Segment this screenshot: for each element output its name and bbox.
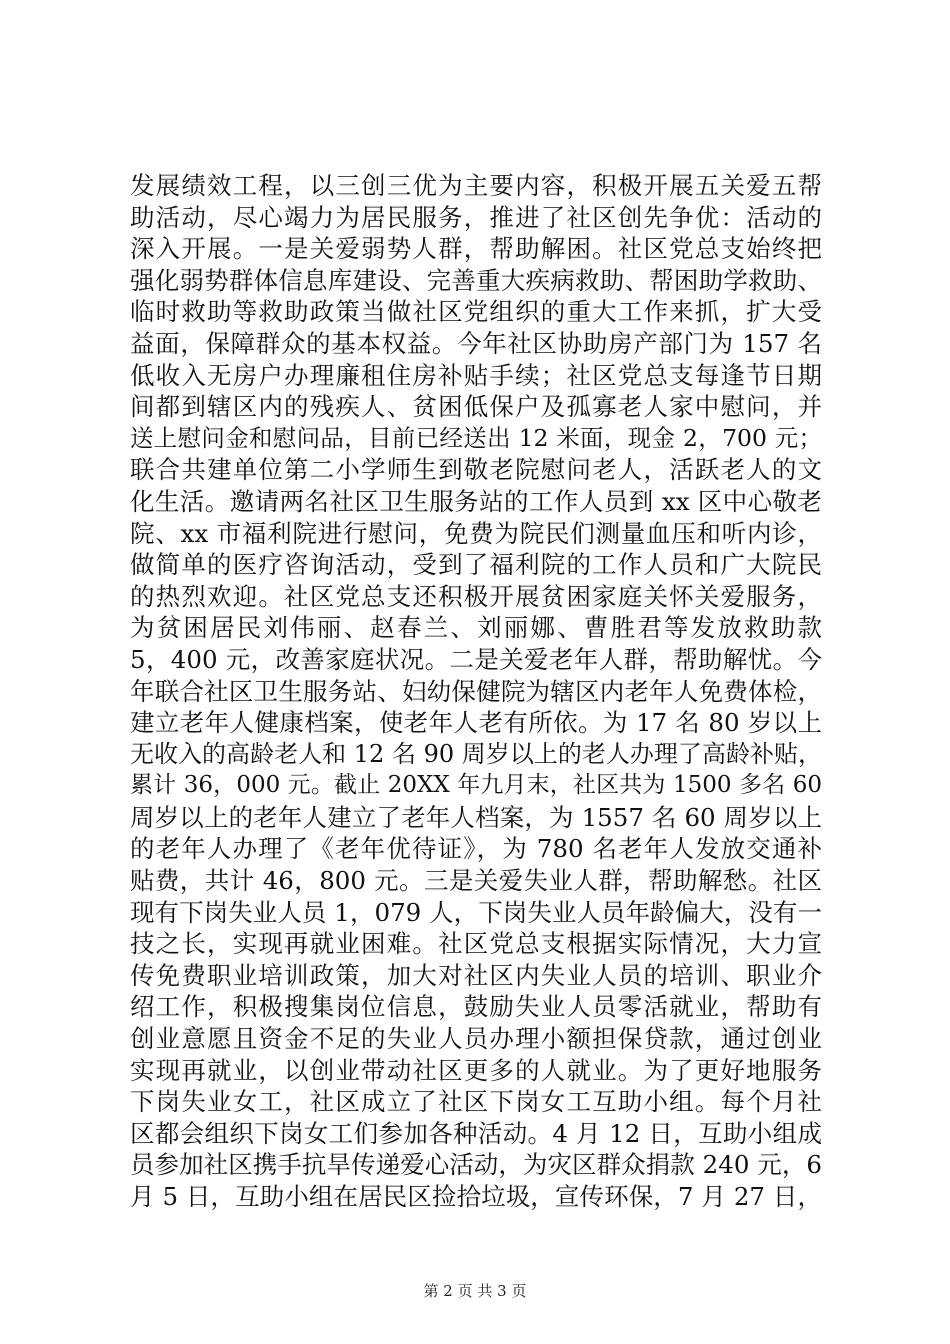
- text-line: 的热烈欢迎。社区党总支还积极开展贫困家庭关怀关爱服务，: [130, 581, 822, 611]
- text-line: 月 5 日，互助小组在居民区捡拾垃圾，宣传环保，7 月 27 日，: [130, 1182, 822, 1211]
- text-line: 发展绩效工程，以三创三优为主要内容，积极开展五关爱五帮: [130, 171, 822, 200]
- text-line: 传免费职业培训政策，加大对社区内失业人员的培训、职业介: [130, 960, 822, 990]
- text-line: 院、xx 市福利院进行慰问，免费为院民们测量血压和听内诊，: [130, 518, 822, 548]
- text-line: 区都会组织下岗女工们参加各种活动。4 月 12 日，互助小组成: [130, 1118, 822, 1148]
- page-footer: 第 2 页 共 3 页: [423, 1282, 527, 1300]
- text-line: 绍工作，积极搜集岗位信息，鼓励失业人员零活就业，帮助有: [130, 992, 822, 1022]
- text-line: 益面，保障群众的基本权益。今年社区协助房产部门为 157 名: [130, 328, 822, 358]
- text-line: 累计 36，000 元。截止 20XX 年九月末，社区共为 1500 多名 60: [130, 772, 822, 799]
- text-line: 联合共建单位第二小学师生到敬老院慰问老人，活跃老人的文: [130, 455, 822, 485]
- text-line: 为贫困居民刘伟丽、赵春兰、刘丽娜、曹胜君等发放救助款: [130, 613, 822, 643]
- text-line: 年联合社区卫生服务站、妇幼保健院为辖区内老年人免费体检，: [130, 676, 822, 706]
- body-paragraph: [130, 170, 822, 1213]
- text-line: 现有下岗失业人员 1，079 人，下岗失业人员年龄偏大，没有一: [130, 897, 822, 927]
- text-line: 化生活。邀请两名社区卫生服务站的工作人员到 xx 区中心敬老: [130, 486, 822, 516]
- text-line: 低收入无房户办理廉租住房补贴手续；社区党总支每逢节日期: [130, 360, 822, 390]
- text-line: 助活动，尽心竭力为居民服务，推进了社区创先争优：活动的: [130, 202, 822, 232]
- text-line: 建立老年人健康档案，使老年人老有所依。为 17 名 80 岁以上: [130, 708, 822, 738]
- text-line: 的老年人办理了《老年优待证》，为 780 名老年人发放交通补: [130, 834, 822, 864]
- text-line: 实现再就业，以创业带动社区更多的人就业。为了更好地服务: [130, 1055, 822, 1085]
- text-line: 间都到辖区内的残疾人、贫困低保户及孤寡老人家中慰问，并: [130, 392, 822, 422]
- text-line: 下岗失业女工，社区成立了社区下岗女工互助小组。每个月社: [130, 1087, 822, 1117]
- text-line: 送上慰问金和慰问品，目前已经送出 12 米面，现金 2，700 元；: [130, 423, 822, 452]
- text-line: 5，400 元，改善家庭状况。二是关爱老年人群，帮助解忧。今: [130, 644, 822, 674]
- text-line: 强化弱势群体信息库建设、完善重大疾病救助、帮困助学救助、: [130, 265, 822, 295]
- text-line: 周岁以上的老年人建立了老年人档案，为 1557 名 60 周岁以上: [130, 802, 822, 832]
- text-line: 创业意愿且资金不足的失业人员办理小额担保贷款，通过创业: [130, 1024, 822, 1054]
- text-line: 无收入的高龄老人和 12 名 90 周岁以上的老人办理了高龄补贴，: [130, 739, 822, 768]
- text-line: 做简单的医疗咨询活动，受到了福利院的工作人员和广大院民: [130, 550, 822, 580]
- text-line: 技之长，实现再就业困难。社区党总支根据实际情况，大力宣: [130, 929, 822, 959]
- text-line: 临时救助等救助政策当做社区党组织的重大工作来抓，扩大受: [130, 297, 822, 327]
- text-line: 贴费，共计 46，800 元。三是关爱失业人群，帮助解愁。社区: [130, 866, 822, 896]
- text-line: 深入开展。一是关爱弱势人群，帮助解困。社区党总支始终把: [130, 234, 822, 264]
- text-line: 员参加社区携手抗旱传递爱心活动，为灾区群众捐款 240 元，6: [130, 1150, 822, 1180]
